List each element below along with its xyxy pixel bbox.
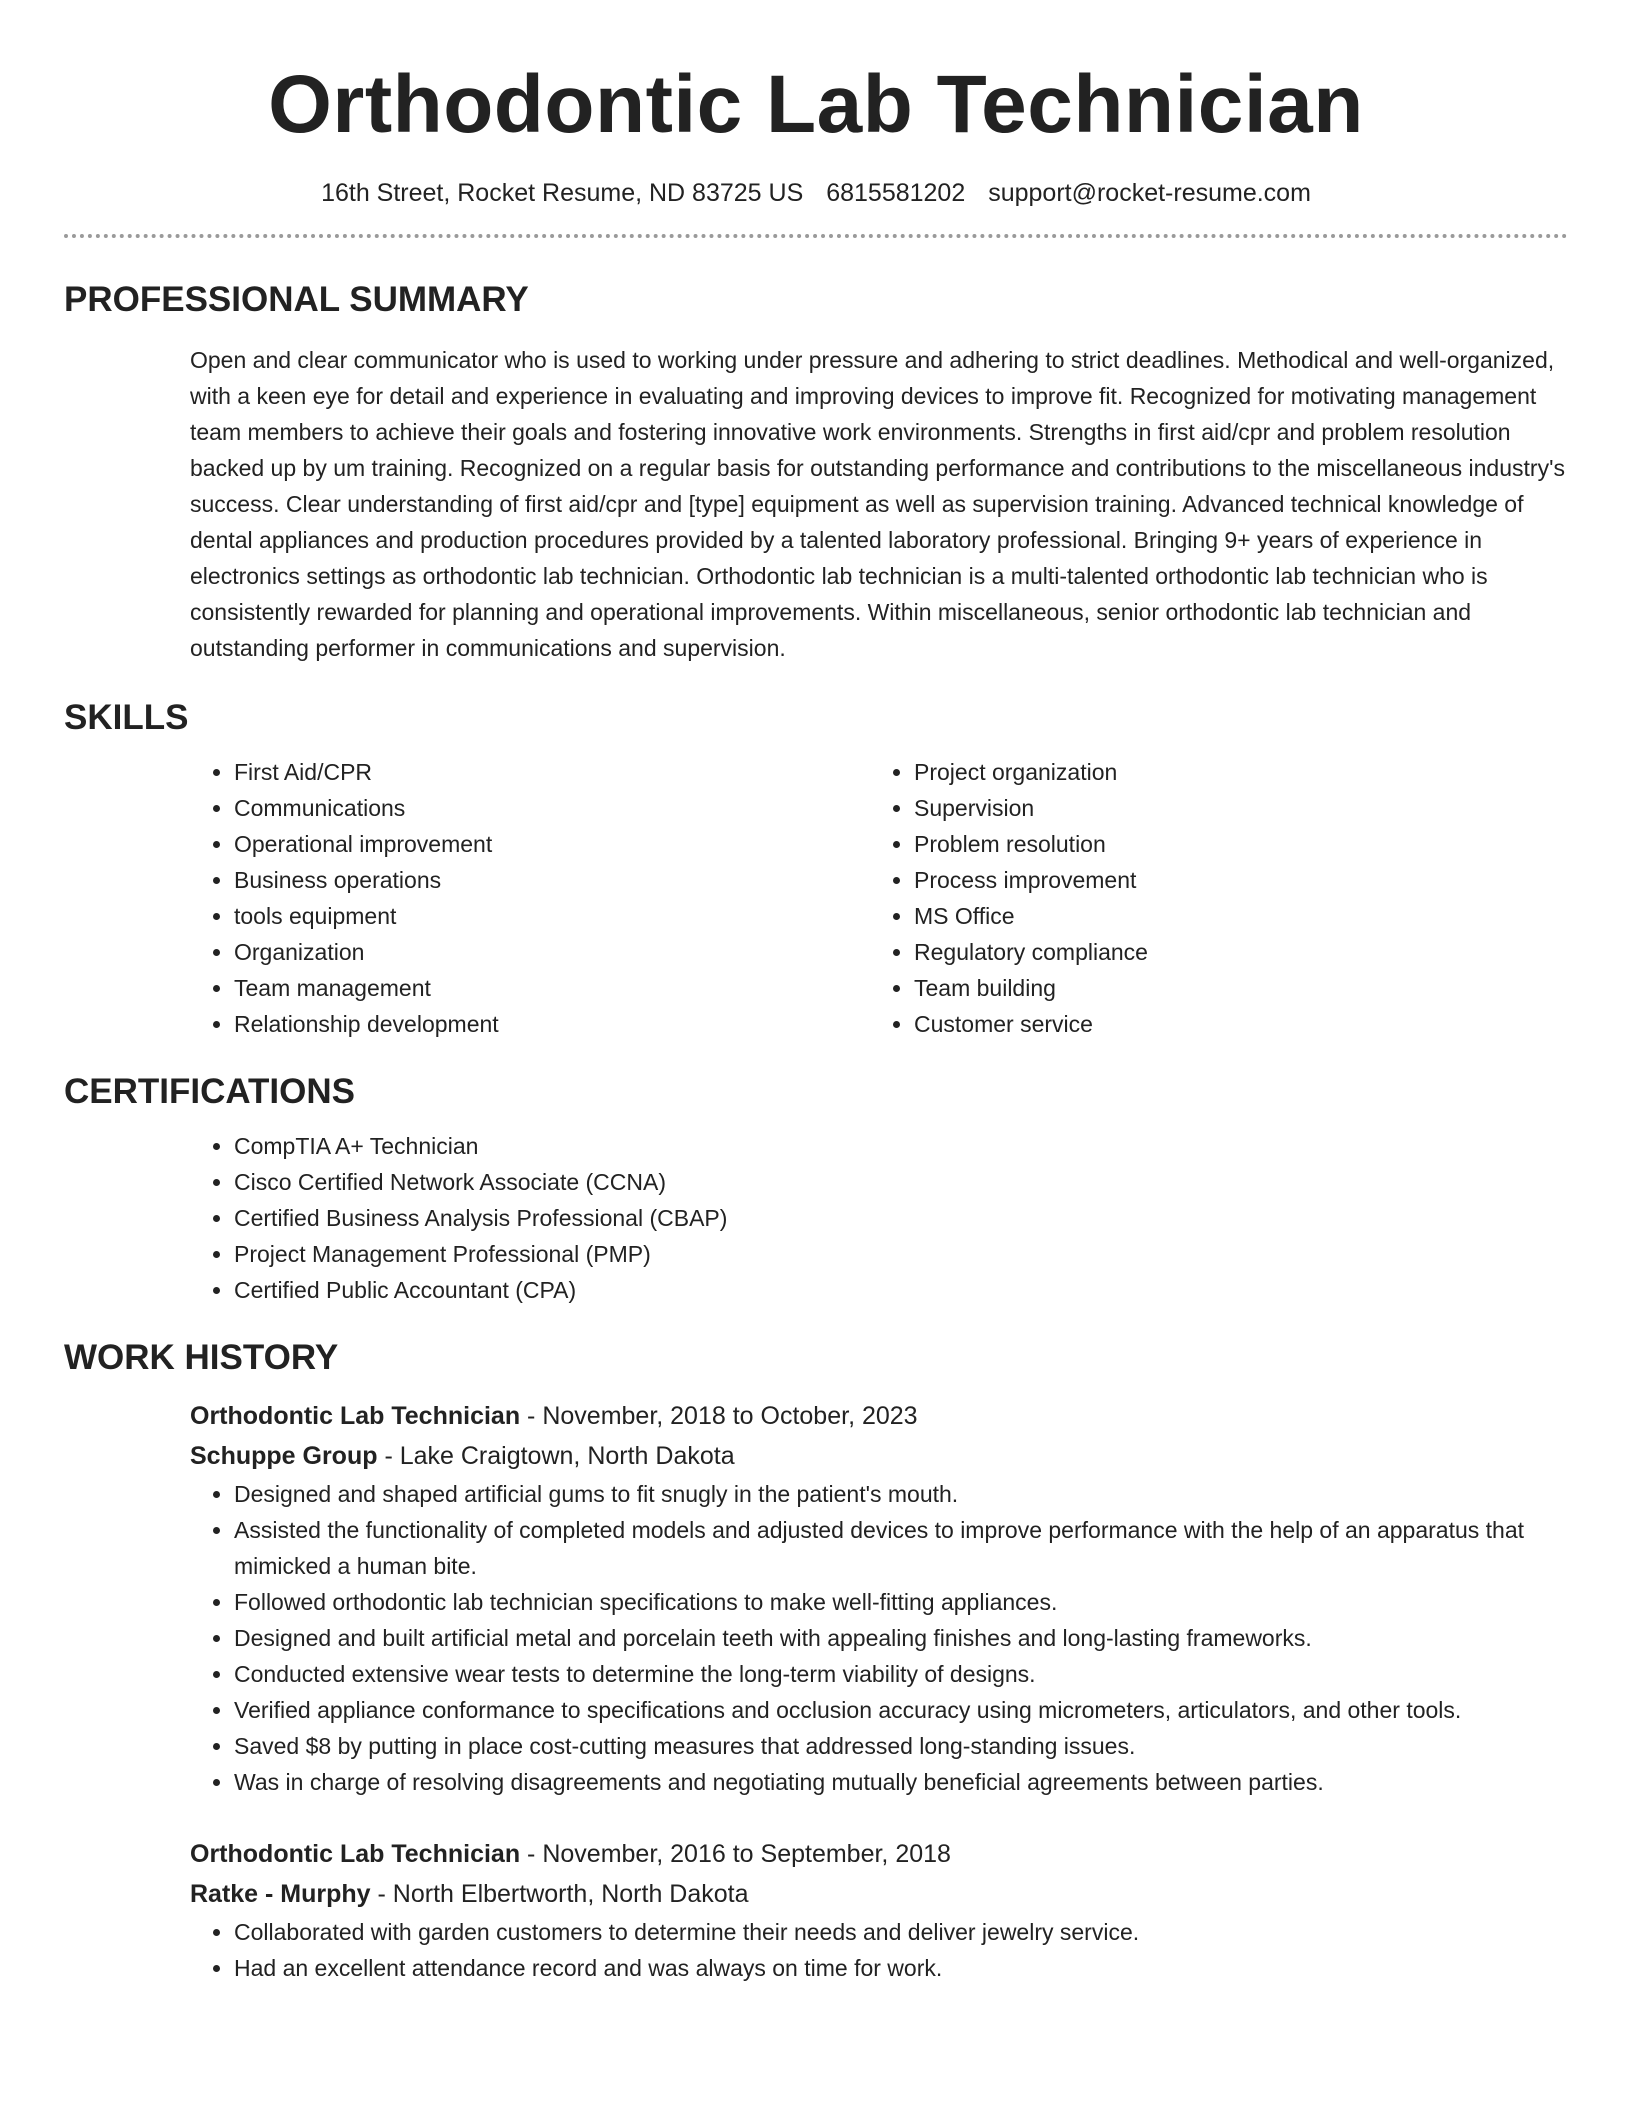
job-location: - North Elbertworth, North Dakota [370, 1880, 749, 1908]
job-bullet: • Collaborated with garden customers to determine their needs and deliver jewelry service. [234, 1914, 1568, 1950]
contact-email: support@rocket-resume.com [988, 179, 1311, 207]
section-work-history [64, 1336, 1568, 1986]
job-bullet: • Conducted extensive wear tests to determine the long-term viability of designs. [234, 1656, 1568, 1692]
certification-item: • Certified Business Analysis Professional (CBAP) [234, 1200, 1568, 1236]
job-role: Orthodontic Lab Technician [190, 1402, 521, 1430]
skills-column-right [870, 754, 1550, 1042]
skill-item: • Communications [234, 790, 870, 826]
skills-grid [190, 754, 1568, 1042]
skill-item: • MS Office [914, 898, 1550, 934]
section-title-certifications: CERTIFICATIONS [64, 1072, 356, 1111]
certification-item: • CompTIA A+ Technician [234, 1128, 1568, 1164]
job-dates: - November, 2016 to September, 2018 [520, 1840, 951, 1868]
skill-item: • tools equipment [234, 898, 870, 934]
section-certifications [64, 1070, 1568, 1308]
job-company: Ratke - Murphy [190, 1880, 371, 1908]
job-company-line [190, 1874, 1568, 1914]
job-dates: - November, 2018 to October, 2023 [520, 1402, 918, 1430]
skill-item: • Regulatory compliance [914, 934, 1550, 970]
skill-item: • Business operations [234, 862, 870, 898]
section-title-work-history: WORK HISTORY [64, 1338, 339, 1377]
section-title-summary: PROFESSIONAL SUMMARY [64, 280, 529, 319]
certification-item: • Certified Public Accountant (CPA) [234, 1272, 1568, 1308]
job-bullet: • Assisted the functionality of completed models and adjusted devices to improve performance with the help of an apparatus that mimicked a human bite. [234, 1512, 1568, 1584]
job-company: Schuppe Group [190, 1442, 378, 1470]
header-divider [64, 234, 1568, 238]
job-bullet: • Saved $8 by putting in place cost-cutting measures that addressed long-standing issues. [234, 1728, 1568, 1764]
job-entry [190, 1396, 1568, 1800]
job-role-line [190, 1834, 1568, 1874]
job-company-line [190, 1436, 1568, 1476]
contact-phone: 6815581202 [826, 179, 966, 207]
certifications-block [190, 1128, 1568, 1308]
skill-item: • Customer service [914, 1006, 1550, 1042]
skill-item: • Supervision [914, 790, 1550, 826]
skill-item: • Project organization [914, 754, 1550, 790]
skill-item: • Problem resolution [914, 826, 1550, 862]
skill-item: • First Aid/CPR [234, 754, 870, 790]
skills-list-right [870, 754, 1550, 1042]
skill-item: • Operational improvement [234, 826, 870, 862]
certification-item: • Project Management Professional (PMP) [234, 1236, 1568, 1272]
job-bullet: • Had an excellent attendance record and was always on time for work. [234, 1950, 1568, 1986]
section-title-skills: SKILLS [64, 698, 189, 737]
skill-item: • Process improvement [914, 862, 1550, 898]
job-bullet: • Followed orthodontic lab technician specifications to make well-fitting appliances. [234, 1584, 1568, 1620]
job-entry [190, 1834, 1568, 1986]
resume-name: Orthodontic Lab Technician [268, 59, 1364, 150]
skills-list-left [190, 754, 870, 1042]
skill-item: • Team building [914, 970, 1550, 1006]
certification-item: • Cisco Certified Network Associate (CCNA) [234, 1164, 1568, 1200]
contact-line [64, 178, 1568, 208]
skill-item: • Relationship development [234, 1006, 870, 1042]
job-bullets [190, 1914, 1568, 1986]
job-location: - Lake Craigtown, North Dakota [377, 1442, 735, 1470]
section-professional-summary [64, 278, 1568, 666]
skill-item: • Team management [234, 970, 870, 1006]
job-bullet: • Verified appliance conformance to specifications and occlusion accuracy using micrometers, articulators, and other tools. [234, 1692, 1568, 1728]
section-skills [64, 696, 1568, 1042]
job-bullet: • Designed and shaped artificial gums to fit snugly in the patient's mouth. [234, 1476, 1568, 1512]
skill-item: • Organization [234, 934, 870, 970]
skills-column-left [190, 754, 870, 1042]
job-bullet: • Was in charge of resolving disagreements and negotiating mutually beneficial agreements between parties. [234, 1764, 1568, 1800]
summary-text: Open and clear communicator who is used to working under pressure and adhering to strict deadlines. Methodical and well-organized, with a keen eye for detail and experience in evaluating and improving devices to improve fit. Recognized for motivating management team members to achieve their goals and fostering innovative work environments. Strengths in first aid/cpr and problem resolution backed up by um training. Recognized on a regular basis for outstanding performance and contributions to the miscellaneous industry's success. Clear understanding of first aid/cpr and [type] equipment as well as supervision training. Advanced technical knowledge of dental appliances and production procedures provided by a talented laboratory professional. Bringing 9+ years of experience in electronics settings as orthodontic lab technician. Orthodontic lab technician is a multi-talented orthodontic lab technician who is consistently rewarded for planning and operational improvements. Within miscellaneous, senior orthodontic lab technician and outstanding performer in communications and supervision. [190, 347, 1565, 661]
job-role: Orthodontic Lab Technician [190, 1840, 521, 1868]
job-bullets [190, 1476, 1568, 1800]
contact-address: 16th Street, Rocket Resume, ND 83725 US [321, 179, 804, 207]
job-role-line [190, 1396, 1568, 1436]
certifications-list [190, 1128, 1568, 1308]
job-bullet: • Designed and built artificial metal and porcelain teeth with appealing finishes and long-lasting frameworks. [234, 1620, 1568, 1656]
